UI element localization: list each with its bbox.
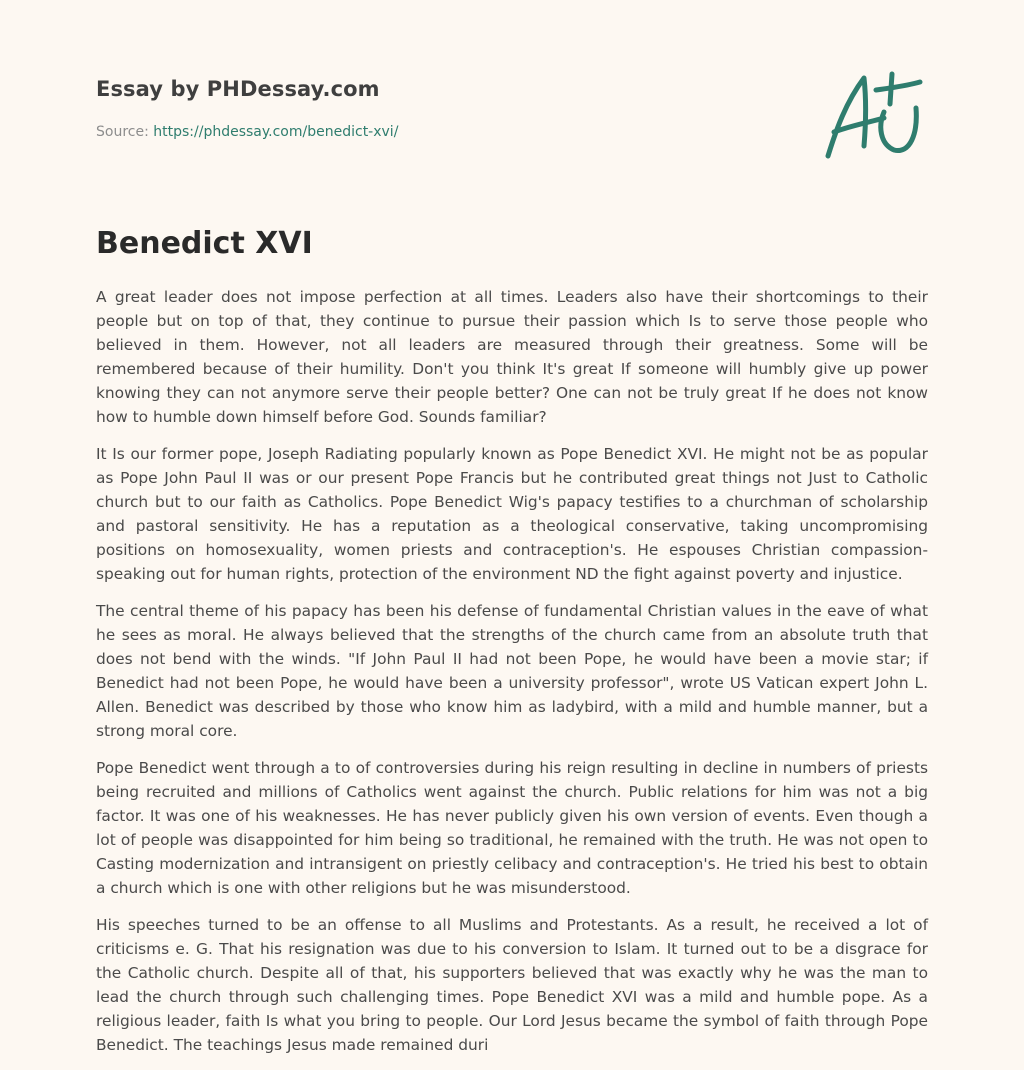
essay-paragraph: It Is our former pope, Joseph Radiating popularly known as Pope Benedict XVI. He might not be as popular as Pope John Paul II was or our present Pope Francis but he contributed great things not Just to Catholic church but to our faith as Catholics. Pope Benedict Wig's papacy testifies to a churchman of scholarship and pastoral sensitivity. He has a reputation as a theological conservative, taking uncompromising positions on homosexuality, women priests and contraception's. He espouses Christian compassion- speaking out for human rights, protection of the environment ND the fight against poverty and injustice.: [96, 445, 928, 583]
site-brand: Essay by PHDessay.com: [96, 77, 380, 101]
essay-paragraph: The central theme of his papacy has been his defense of fundamental Christian values in the eave of what he sees as moral. He always believed that the strengths of the church came from an absolute truth that does not bend with the winds. "If John Paul II had not been Pope, he would have been a movie star; if Benedict had not been Pope, he would have been a university professor", wrote US Vatican expert John L. Allen. Benedict was described by those who know him as ladybird, with a mild and humble manner, but a strong moral core.: [96, 602, 928, 740]
source-line: [96, 124, 398, 140]
a-plus-logo-icon: [820, 70, 930, 162]
source-link[interactable]: https://phdessay.com/benedict-xvi/: [153, 124, 399, 140]
essay-paragraph: His speeches turned to be an offense to all Muslims and Protestants. As a result, he received a lot of criticisms e. G. That his resignation was due to his conversion to Islam. It turned out to be a disgrace for the Catholic church. Despite all of that, his supporters believed that was exactly why he was the man to lead the church through such challenging times. Pope Benedict XVI was a mild and humble pope. As a religious leader, faith Is what you bring to people. Our Lord Jesus became the symbol of faith through Pope Benedict. The teachings Jesus made remained duri: [96, 916, 928, 1054]
source-label: Source:: [96, 124, 149, 140]
essay-paragraph: A great leader does not impose perfection at all times. Leaders also have their shortcomings to their people but on top of that, they continue to pursue their passion which Is to serve those people who believed in them. However, not all leaders are measured through their greatness. Some will be remembered because of their humility. Don't you think It's great If someone will humbly give up power knowing they can not anymore serve their people better? One can not be truly great If he does not know how to humble down himself before God. Sounds familiar?: [96, 288, 928, 426]
essay-title: Benedict XVI: [96, 226, 313, 261]
essay-paragraph: Pope Benedict went through a to of controversies during his reign resulting in decline in numbers of priests being recruited and millions of Catholics went against the church. Public relations for him was not a big factor. It was one of his weaknesses. He has never publicly given his own version of events. Even though a lot of people was disappointed for him being so traditional, he remained with the truth. He was not open to Casting modernization and intransigent on priestly celibacy and contraception's. He tried his best to obtain a church which is one with other religions but he was misunderstood.: [96, 759, 928, 897]
essay-body: [96, 285, 928, 1070]
page-header: [96, 72, 936, 172]
